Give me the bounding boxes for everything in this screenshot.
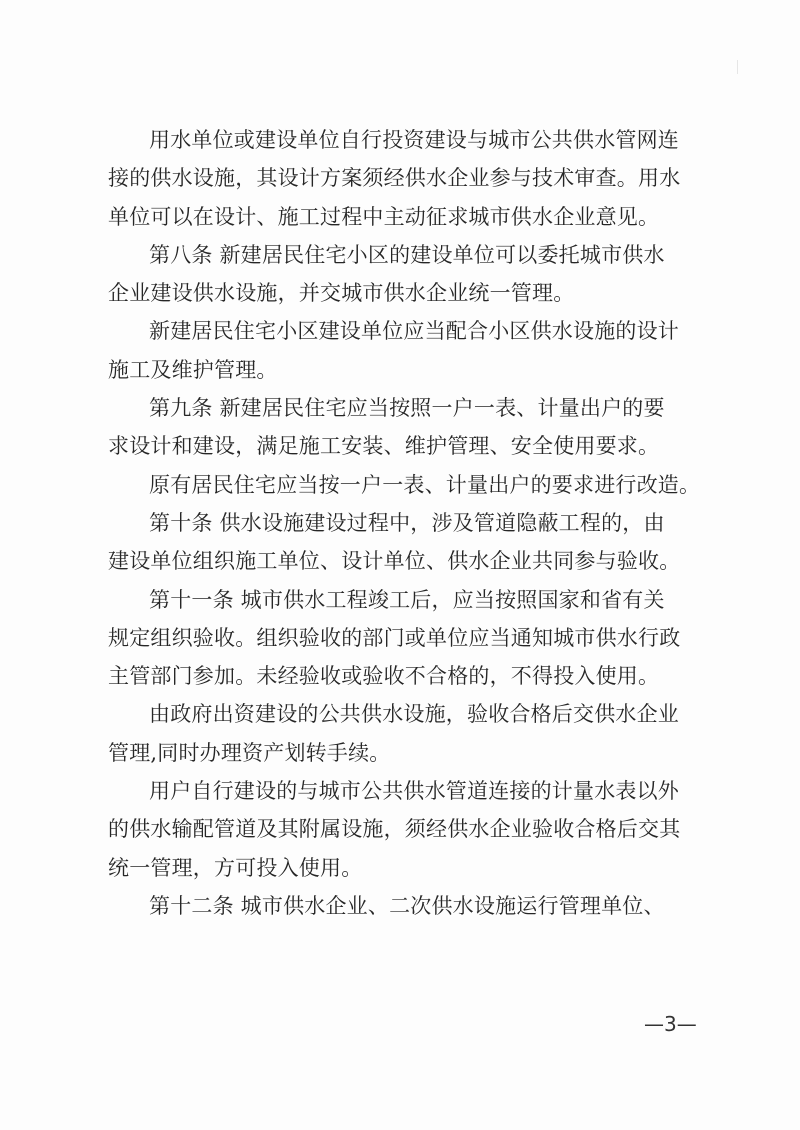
- text-line: 施工及维护管理。: [108, 357, 278, 382]
- text-line: 管理,同时办理资产划转手续。: [108, 740, 391, 765]
- text-line: 第十条 供水设施建设过程中，涉及管道隐蔽工程的，由: [149, 510, 665, 535]
- body-text: [108, 121, 708, 925]
- text-line: 统一管理，方可投入使用。: [108, 855, 363, 880]
- text-line: 规定组织验收。组织验收的部门或单位应当通知城市供水行政: [108, 625, 681, 650]
- text-line: 第九条 新建居民住宅应当按照一户一表、计量出户的要: [149, 396, 665, 421]
- text-line: 用水单位或建设单位自行投资建设与城市公共供水管网连: [149, 128, 679, 152]
- text-line: 新建居民住宅小区建设单位应当配合小区供水设施的设计: [149, 319, 679, 344]
- text-line: 用户自行建设的与城市公共供水管道连接的计量水表以外: [149, 779, 679, 804]
- text-line: 原有居民住宅应当按一户一表、计量出户的要求进行改造。: [149, 472, 701, 497]
- page-number: —3—: [644, 1012, 697, 1036]
- text-line: 企业建设供水设施，并交城市供水企业统一管理。: [108, 281, 575, 306]
- text-line: 的供水输配管道及其附属设施，须经供水企业验收合格后交其: [108, 817, 681, 842]
- text-line: 主管部门参加。未经验收或验收不合格的，不得投入使用。: [108, 664, 660, 689]
- text-line: 求设计和建设，满足施工安装、维护管理、安全使用要求。: [108, 434, 660, 459]
- text-line: 第十一条 城市供水工程竣工后，应当按照国家和省有关: [149, 587, 665, 612]
- text-line: 接的供水设施，其设计方案须经供水企业参与技术审查。用水: [108, 166, 681, 191]
- scan-edge-mark: [737, 60, 738, 74]
- text-line: 由政府出资建设的公共供水设施，验收合格后交供水企业: [149, 702, 679, 727]
- text-line: 第十二条 城市供水企业、二次供水设施运行管理单位、: [149, 893, 665, 918]
- text-line: 第八条 新建居民住宅小区的建设单位可以委托城市供水: [149, 242, 665, 267]
- text-line: 单位可以在设计、施工过程中主动征求城市供水企业意见。: [108, 204, 660, 229]
- text-line: 建设单位组织施工单位、设计单位、供水企业共同参与验收。: [108, 549, 681, 574]
